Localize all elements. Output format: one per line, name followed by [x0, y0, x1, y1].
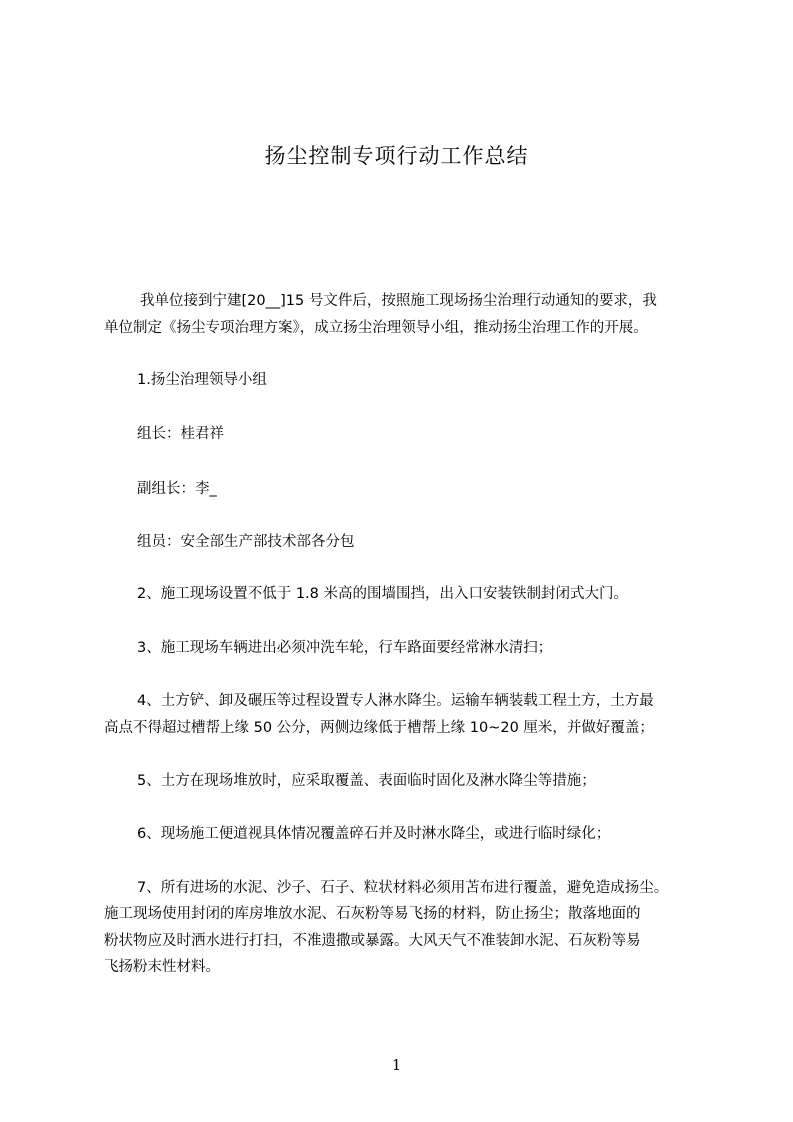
document-title: 扬尘控制专项行动工作总结: [264, 144, 529, 168]
deputy-group-leader: 副组长：李_: [137, 481, 217, 497]
item-2: 2、施工现场设置不低于 1.8 米高的围墙围挡，出入口安装铁制封闭式大门。: [137, 586, 629, 602]
page-number: 1: [391, 1056, 402, 1074]
paragraph-line: 7、所有进场的水泥、沙子、石子、粒状材料必须用苫布进行覆盖，避免造成扬尘。: [137, 880, 669, 896]
paragraph-line: 粉状物应及时洒水进行打扫，不准遗撒或暴露。大风天气不准装卸水泥、石灰粉等易: [104, 933, 641, 949]
section-heading-leadership-group: 1.扬尘治理领导小组: [137, 372, 267, 388]
item-3: 3、施工现场车辆进出必须冲洗车轮，行车路面要经常淋水清扫；: [137, 640, 553, 656]
paragraph-line: 飞扬粉末性材料。: [104, 959, 220, 975]
item-5: 5、土方在现场堆放时，应采取覆盖、表面临时固化及淋水降尘等措施；: [137, 773, 596, 789]
group-members: 组员：安全部生产部技术部各分包: [137, 534, 355, 550]
paragraph-line: 4、土方铲、卸及碾压等过程设置专人淋水降尘。运输车辆装载工程土方，土方最: [137, 693, 654, 709]
paragraph-line: 高点不得超过槽帮上缘 50 公分，两侧边缘低于槽帮上缘 10~20 厘米，并做好覆盖；: [104, 720, 654, 736]
paragraph-line: 施工现场使用封闭的库房堆放水泥、石灰粉等易飞扬的材料，防止扬尘；散落地面的: [104, 906, 641, 922]
paragraph-line: 单位制定《扬尘专项治理方案》，成立扬尘治理领导小组，推动扬尘治理工作的开展。: [104, 320, 648, 336]
paragraph-line: 我单位接到宁建[20__]15 号文件后，按照施工现场扬尘治理行动通知的要求，我: [140, 293, 657, 309]
group-leader: 组长：桂君祥: [137, 426, 224, 442]
item-6: 6、现场施工便道视具体情况覆盖碎石并及时淋水降尘，或进行临时绿化；: [137, 826, 611, 842]
